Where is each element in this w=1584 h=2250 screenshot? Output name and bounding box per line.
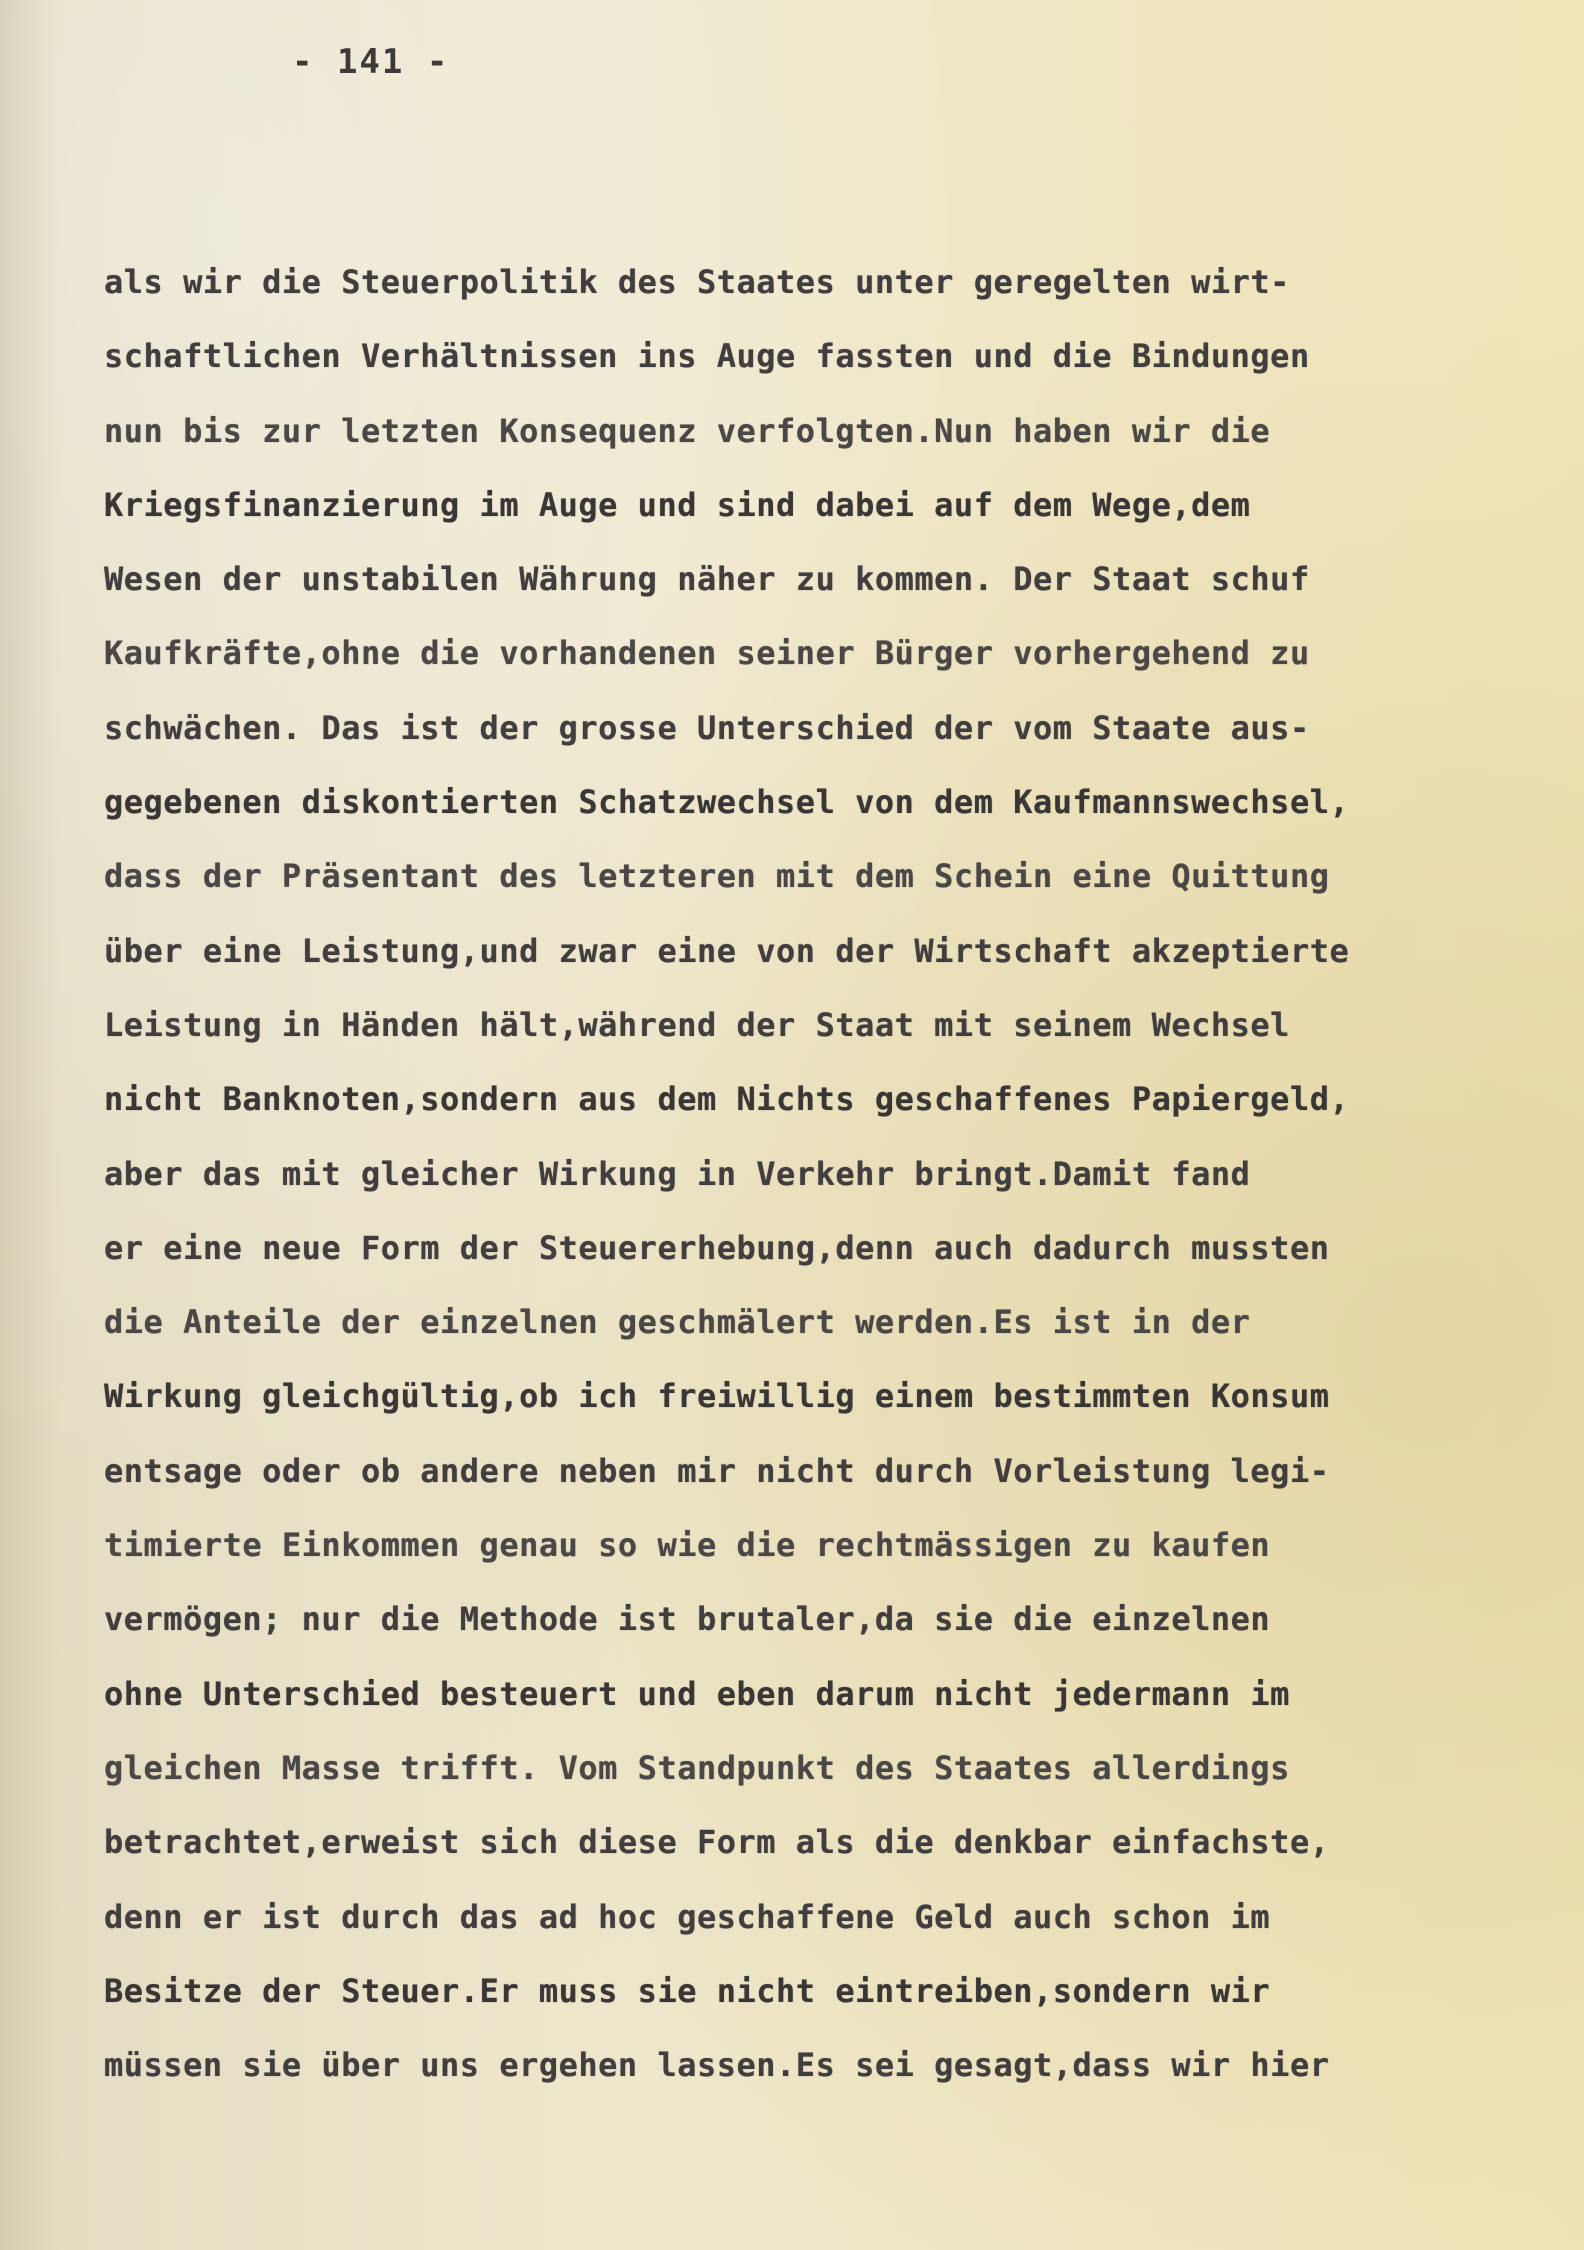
text-line: nicht Banknoten,sondern aus dem Nichts geschaffenes Papiergeld, (104, 1080, 1350, 1119)
text-line: als wir die Steuerpolitik des Staates unter geregelten wirt- (104, 263, 1290, 301)
text-line: Leistung in Händen hält,während der Staat mit seinem Wechsel (104, 1005, 1290, 1044)
text-line: über eine Leistung,und zwar eine von der Wirtschaft akzeptierte (104, 931, 1350, 970)
text-line: Wesen der unstabilen Währung näher zu kommen. Der Staat schuf (104, 560, 1310, 599)
text-line: entsage oder ob andere neben mir nicht durch Vorleistung legi- (104, 1451, 1330, 1490)
text-line: Wirkung gleichgültig,ob ich freiwillig einem bestimmten Konsum (104, 1377, 1330, 1416)
text-line: gleichen Masse trifft. Vom Standpunkt des Staates allerdings (104, 1748, 1290, 1787)
text-line: die Anteile der einzelnen geschmälert werden.Es ist in der (104, 1303, 1251, 1342)
text-line: Besitze der Steuer.Er muss sie nicht eintreiben,sondern wir (104, 1971, 1271, 2010)
text-line: ohne Unterschied besteuert und eben darum nicht jedermann im (104, 1674, 1290, 1713)
text-line: vermögen; nur die Methode ist brutaler,da sie die einzelnen (104, 1600, 1271, 1639)
text-line: denn er ist durch das ad hoc geschaffene Geld auch schon im (104, 1897, 1271, 1936)
text-line: Kaufkräfte,ohne die vorhandenen seiner Bürger vorhergehend zu (104, 634, 1310, 673)
text-line: schwächen. Das ist der grosse Unterschied der vom Staate aus- (104, 708, 1310, 747)
text-line: gegebenen diskontierten Schatzwechsel von dem Kaufmannswechsel, (104, 783, 1350, 822)
paper-edge-shadow (0, 0, 60, 2250)
text-line: er eine neue Form der Steuererhebung,denn auch dadurch mussten (104, 1228, 1330, 1267)
text-line: betrachtet,erweist sich diese Form als die denkbar einfachste, (104, 1823, 1330, 1862)
text-line: timierte Einkommen genau so wie die rechtmässigen zu kaufen (104, 1526, 1271, 1565)
text-line: Kriegsfinanzierung im Auge und sind dabei auf dem Wege,dem (104, 485, 1251, 524)
text-line: schaftlichen Verhältnissen ins Auge fassten und die Bindungen (104, 337, 1310, 376)
typescript-body (104, 262, 1524, 2119)
text-line: müssen sie über uns ergehen lassen.Es sei gesagt,dass wir hier (104, 2046, 1330, 2085)
page-number: - 141 - (292, 42, 450, 82)
text-line: nun bis zur letzten Konsequenz verfolgten.Nun haben wir die (104, 411, 1271, 450)
text-line: dass der Präsentant des letzteren mit dem Schein eine Quittung (104, 857, 1330, 896)
text-line: aber das mit gleicher Wirkung in Verkehr bringt.Damit fand (104, 1154, 1251, 1193)
